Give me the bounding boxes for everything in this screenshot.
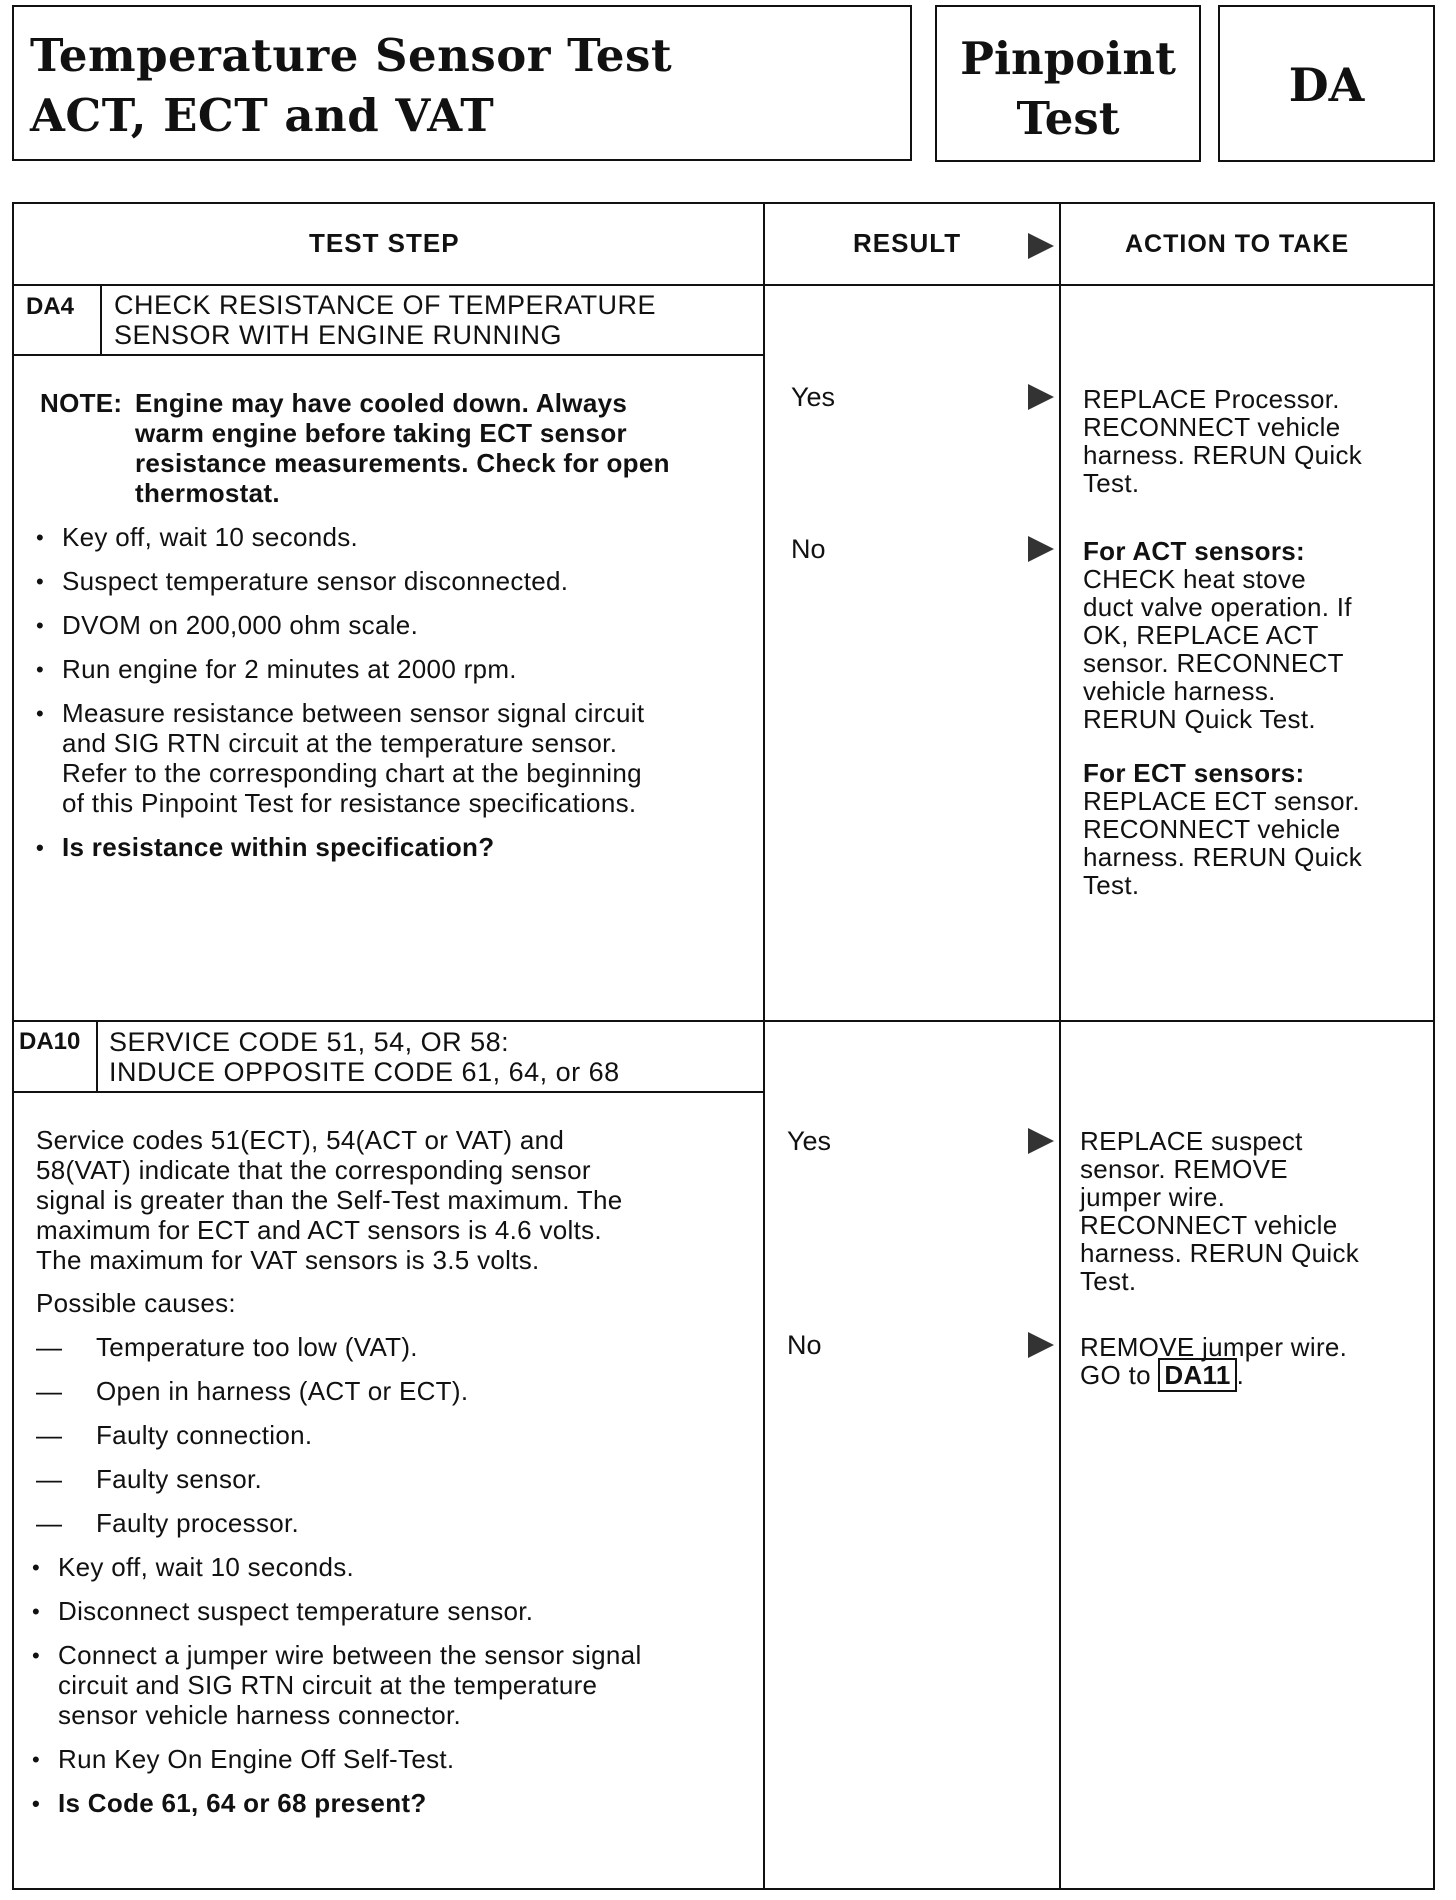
da4-yes-action-3: harness. RERUN Quick	[1083, 440, 1363, 470]
da10-result-yes: Yes	[787, 1126, 832, 1156]
column-header-result: RESULT	[853, 228, 962, 258]
da10-yes-action-6: Test.	[1080, 1266, 1137, 1296]
da4-result-yes: Yes	[791, 382, 836, 412]
column-header-test-step: TEST STEP	[309, 228, 460, 258]
da4-bullet-5-line3: Refer to the corresponding chart at the beginning	[62, 758, 642, 788]
da10-header-divider	[14, 1091, 764, 1093]
da10-yes-action-1: REPLACE suspect	[1080, 1126, 1303, 1156]
da4-ect-action-2: RECONNECT vehicle	[1083, 814, 1341, 844]
da4-step-id: DA4	[26, 293, 75, 320]
da4-yes-arrow-icon	[1028, 384, 1054, 410]
da4-note-line3: resistance measurements. Check for open	[135, 448, 670, 478]
test-title-box	[12, 5, 912, 161]
da4-bullet-5: • Measure resistance between sensor signal circuit	[36, 699, 644, 729]
da4-question: • Is resistance within specification?	[36, 833, 494, 863]
da4-ect-action-3: harness. RERUN Quick	[1083, 842, 1363, 872]
column-header-action: ACTION TO TAKE	[1125, 230, 1350, 258]
da10-intro-4: maximum for ECT and ACT sensors is 4.6 volts.	[36, 1215, 602, 1245]
da11-step-reference: DA11	[1158, 1358, 1236, 1392]
da4-note-line2: warm engine before taking ECT sensor	[135, 418, 627, 448]
da10-cause-4: — Faulty sensor.	[36, 1464, 263, 1494]
test-label: Test	[1016, 92, 1120, 145]
da10-intro-1: Service codes 51(ECT), 54(ACT or VAT) and	[36, 1125, 565, 1155]
da4-bullet-5-line2: and SIG RTN circuit at the temperature sensor.	[62, 728, 618, 758]
da10-result-no: No	[787, 1330, 822, 1360]
da4-act-action-4: sensor. RECONNECT	[1083, 648, 1344, 678]
da4-bullet-1: • Key off, wait 10 seconds.	[36, 523, 358, 553]
da4-ect-action-1: REPLACE ECT sensor.	[1083, 786, 1360, 816]
da10-bullet-3-line3: sensor vehicle harness connector.	[58, 1700, 462, 1730]
test-code-box	[1218, 5, 1435, 162]
column-divider-result	[1059, 204, 1061, 1890]
header-divider	[14, 284, 1435, 286]
da4-act-label: For ACT sensors:	[1083, 536, 1305, 566]
da10-bullet-3: • Connect a jumper wire between the sensor signal	[32, 1641, 642, 1671]
da10-cause-5: — Faulty processor.	[36, 1508, 300, 1538]
da10-intro-3: signal is greater than the Self-Test maximum. The	[36, 1185, 623, 1215]
da10-no-action-2: GO to DA11 .	[1080, 1360, 1245, 1390]
da10-bullet-2: • Disconnect suspect temperature sensor.	[32, 1597, 533, 1627]
da4-title-line1: CHECK RESISTANCE OF TEMPERATURE	[114, 290, 657, 320]
da4-note-line4: thermostat.	[135, 478, 280, 508]
da4-act-action-6: RERUN Quick Test.	[1083, 704, 1316, 734]
da4-note-label: NOTE:	[40, 388, 123, 418]
da4-ect-label: For ECT sensors:	[1083, 758, 1305, 788]
da10-yes-action-4: RECONNECT vehicle	[1080, 1210, 1338, 1240]
da10-intro-2: 58(VAT) indicate that the corresponding sensor	[36, 1155, 591, 1185]
da10-intro-5: The maximum for VAT sensors is 3.5 volts.	[36, 1245, 540, 1275]
da4-id-divider	[100, 284, 102, 355]
da4-yes-action-4: Test.	[1083, 468, 1140, 498]
da4-note-line1: Engine may have cooled down. Always	[135, 388, 628, 418]
da4-act-action-2: duct valve operation. If	[1083, 592, 1352, 622]
da4-header-divider	[14, 354, 764, 356]
da4-ect-action-4: Test.	[1083, 870, 1140, 900]
da10-yes-action-2: sensor. REMOVE	[1080, 1154, 1288, 1184]
da10-id-divider	[96, 1020, 98, 1092]
step-divider	[14, 1020, 1435, 1022]
da10-cause-3: — Faulty connection.	[36, 1420, 313, 1450]
pinpoint-test-table	[12, 202, 1435, 1890]
da4-bullet-2: • Suspect temperature sensor disconnected.	[36, 567, 568, 597]
result-arrow-icon	[1028, 233, 1054, 259]
pinpoint-label: Pinpoint	[960, 32, 1176, 85]
test-title-line2: ACT, ECT and VAT	[30, 89, 495, 142]
da4-yes-action-2: RECONNECT vehicle	[1083, 412, 1341, 442]
da10-causes-label: Possible causes:	[36, 1288, 236, 1318]
da10-bullet-3-line2: circuit and SIG RTN circuit at the temperature	[58, 1670, 598, 1700]
column-divider-step	[763, 204, 765, 1890]
da4-yes-action-1: REPLACE Processor.	[1083, 384, 1340, 414]
da4-bullet-5-line4: of this Pinpoint Test for resistance specifications.	[62, 788, 637, 818]
da10-step-id: DA10	[19, 1028, 81, 1055]
da4-bullet-4: • Run engine for 2 minutes at 2000 rpm.	[36, 655, 517, 685]
da4-title-line2: SENSOR WITH ENGINE RUNNING	[114, 320, 563, 350]
da10-bullet-4: • Run Key On Engine Off Self-Test.	[32, 1745, 454, 1775]
da10-question: • Is Code 61, 64 or 68 present?	[32, 1789, 427, 1819]
da10-cause-2: — Open in harness (ACT or ECT).	[36, 1376, 469, 1406]
da10-yes-arrow-icon	[1028, 1128, 1054, 1154]
da10-bullet-1: • Key off, wait 10 seconds.	[32, 1553, 354, 1583]
da10-no-action-1: REMOVE jumper wire.	[1080, 1332, 1348, 1362]
da4-act-action-1: CHECK heat stove	[1083, 564, 1307, 594]
test-title-line1: Temperature Sensor Test	[30, 29, 673, 82]
da4-bullet-3: • DVOM on 200,000 ohm scale.	[36, 611, 418, 641]
da10-yes-action-5: harness. RERUN Quick	[1080, 1238, 1360, 1268]
test-code: DA	[1288, 58, 1365, 112]
da10-title-line1: SERVICE CODE 51, 54, OR 58:	[109, 1027, 510, 1057]
da4-no-arrow-icon	[1028, 536, 1054, 562]
pinpoint-test-box	[935, 5, 1201, 162]
da10-no-arrow-icon	[1028, 1332, 1054, 1358]
da4-act-action-5: vehicle harness.	[1083, 676, 1276, 706]
da10-cause-1: — Temperature too low (VAT).	[36, 1332, 418, 1362]
da10-title-line2: INDUCE OPPOSITE CODE 61, 64, or 68	[109, 1057, 620, 1087]
da10-yes-action-3: jumper wire.	[1080, 1182, 1226, 1212]
da4-act-action-3: OK, REPLACE ACT	[1083, 620, 1319, 650]
da4-result-no: No	[791, 534, 826, 564]
